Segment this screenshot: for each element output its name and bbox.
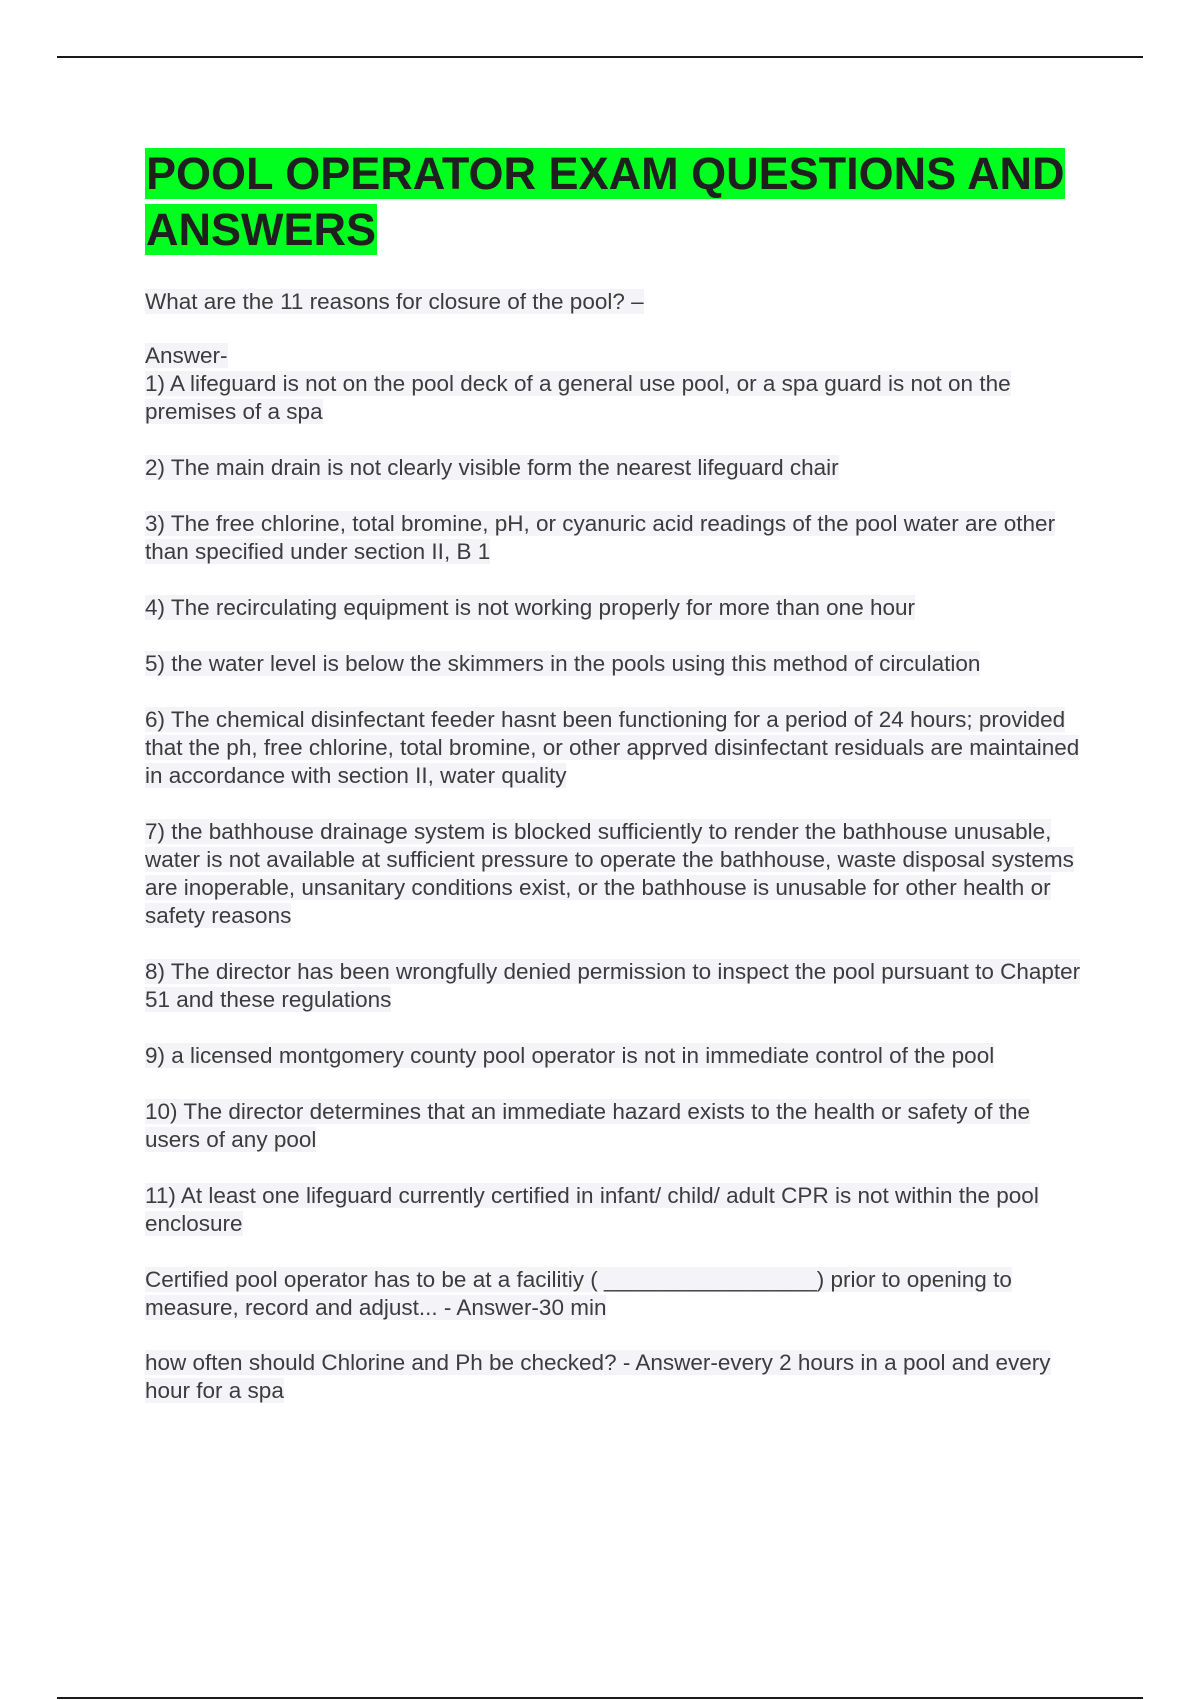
list-item: 2) The main drain is not clearly visible form the nearest lifeguard chair: [145, 455, 839, 480]
list-item: 7) the bathhouse drainage system is blocked sufficiently to render the bathhouse unusable, water is not available at sufficient pressure to operate the bathhouse, waste disposal systems are inoperable, unsanitary conditions exist, or the bathhouse is unusable for other health or safety reasons: [145, 819, 1074, 928]
list-item: 9) a licensed montgomery county pool operator is not in immediate control of the pool: [145, 1043, 995, 1068]
header-rule: [57, 56, 1143, 58]
list-item: 1) A lifeguard is not on the pool deck of a general use pool, or a spa guard is not on the premises of a spa: [145, 371, 1011, 424]
question-text: What are the 11 reasons for closure of the pool? –: [145, 289, 644, 314]
qa-item: Certified pool operator has to be at a facilitiy ( _________________) prior to opening to measure, record and adjust... - Answer-30 min: [145, 1267, 1012, 1320]
title-highlight: POOL OPERATOR EXAM QUESTIONS AND ANSWERS: [146, 148, 1065, 255]
qa-item: how often should Chlorine and Ph be checked? - Answer-every 2 hours in a pool and every hour for a spa: [145, 1350, 1051, 1403]
list-item: 11) At least one lifeguard currently certified in infant/ child/ adult CPR is not within the pool enclosure: [145, 1183, 1039, 1236]
list-item: 8) The director has been wrongfully denied permission to inspect the pool pursuant to Chapter 51 and these regulations: [145, 959, 1081, 1012]
answer-label: Answer-: [145, 343, 228, 368]
list-item: 6) The chemical disinfectant feeder hasnt been functioning for a period of 24 hours; provided that the ph, free chlorine, total bromine, or other apprved disinfectant residuals are maintained in accordance with section II, water quality: [145, 707, 1080, 788]
document-title: [145, 146, 1085, 258]
footer-rule: [57, 1697, 1143, 1699]
answer-list: [145, 370, 1085, 1238]
document-body: [145, 146, 1085, 1432]
list-item: 10) The director determines that an immediate hazard exists to the health or safety of the users of any pool: [145, 1099, 1031, 1152]
list-item: 3) The free chlorine, total bromine, pH, or cyanuric acid readings of the pool water are other than specified under section II, B 1: [145, 511, 1056, 564]
list-item: 5) the water level is below the skimmers in the pools using this method of circulation: [145, 651, 981, 676]
list-item: 4) The recirculating equipment is not working properly for more than one hour: [145, 595, 915, 620]
